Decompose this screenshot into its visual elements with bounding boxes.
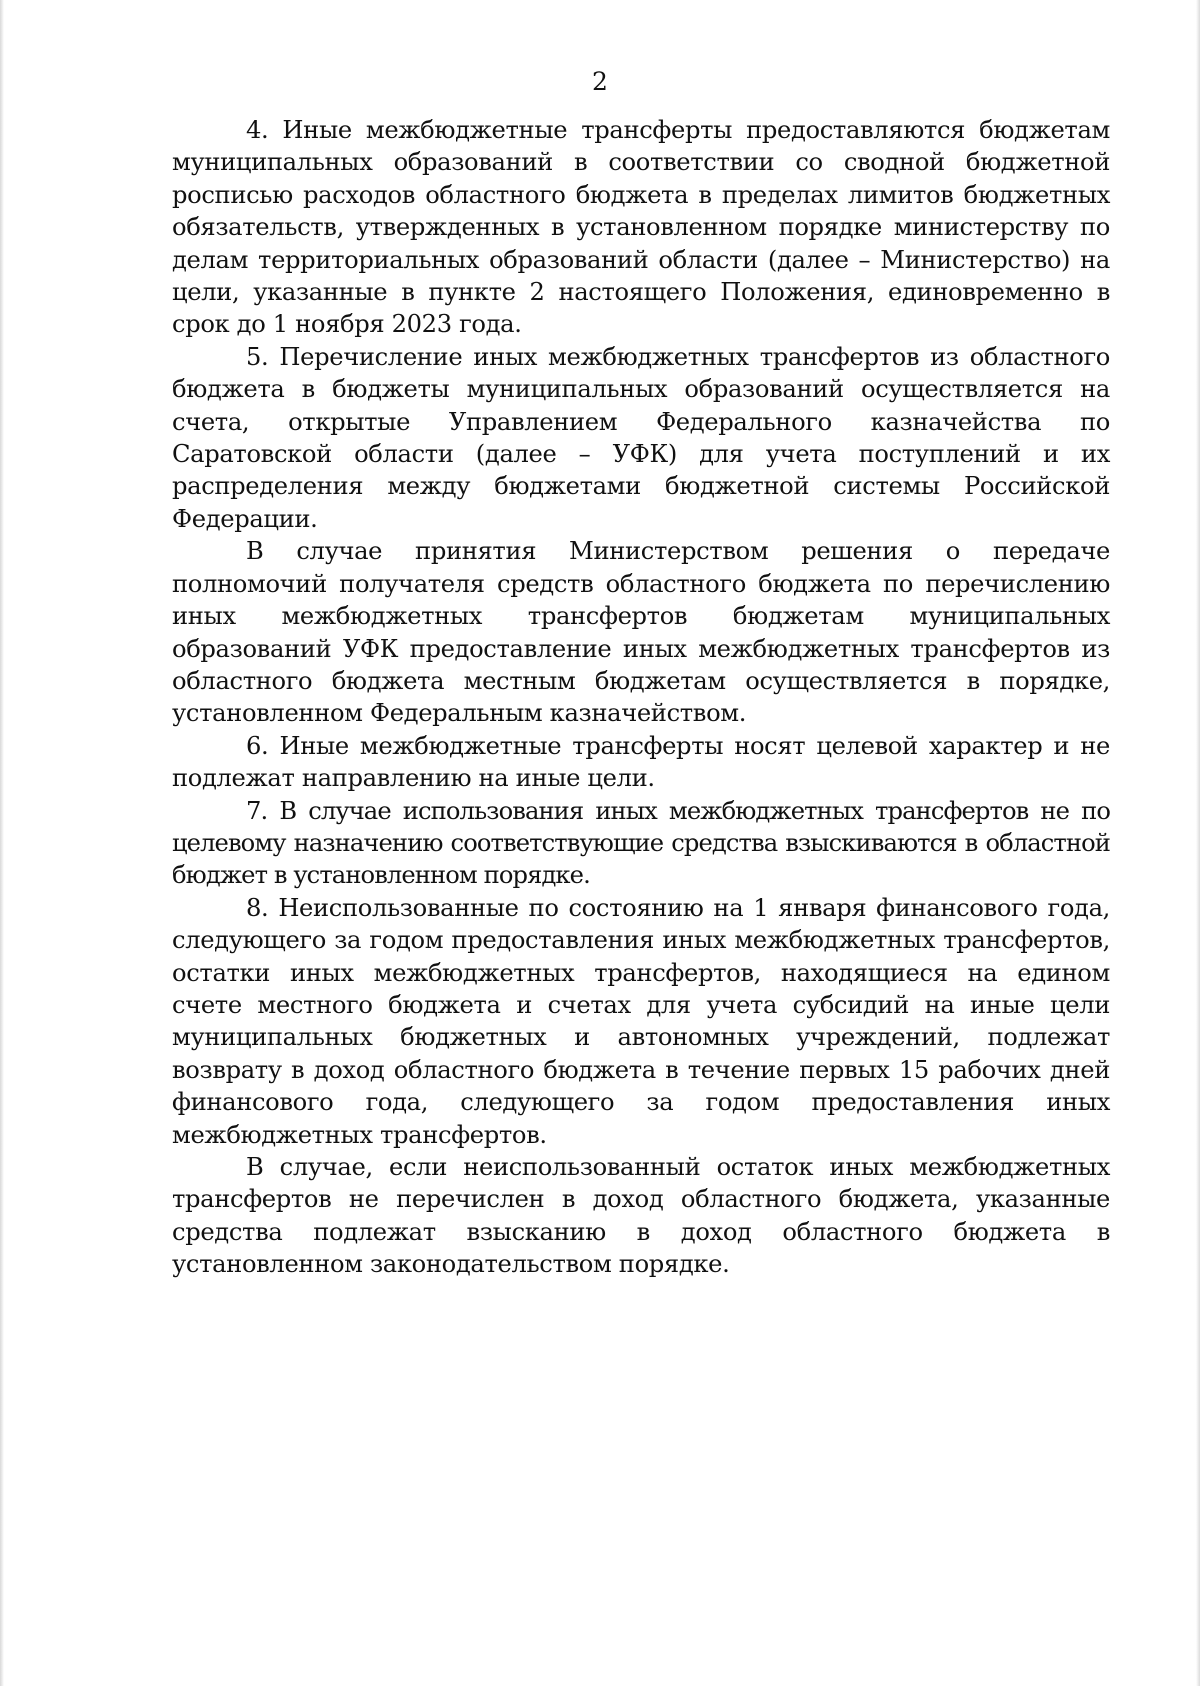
paragraph-7: 7. В случае использования иных межбюджетных трансфертов не по целевому назначению соответствующие средства взыскиваются в областной бюджет в установленном порядке. [172, 796, 1110, 890]
paragraph-6: 6. Иные межбюджетные трансферты носят целевой характер и не подлежат направлению на иные цели. [172, 731, 1110, 793]
page-number: 2 [592, 67, 608, 96]
paragraph-8-continuation: В случае, если неиспользованный остаток иных межбюджетных трансфертов не перечислен в доход областного бюджета, указанные средства подлежат взысканию в доход областного бюджета в установленном законодательством порядке. [172, 1153, 1110, 1279]
document-body [172, 114, 1110, 1281]
paragraph-5-continuation: В случае принятия Министерством решения о передаче полномочий получателя средств областного бюджета по перечислению иных межбюджетных трансфертов бюджетам муниципальных образований УФК предоставление иных межбюджетных трансфертов из областного бюджета местным бюджетам осуществляется в порядке, установленном Федеральным казначейством. [172, 537, 1110, 728]
scan-edge-left [0, 0, 4, 1686]
paragraph-8: 8. Неиспользованные по состоянию на 1 января финансового года, следующего за годом предоставления иных межбюджетных трансфертов, остатки иных межбюджетных трансфертов, находящиеся на едином счете местного бюджета и счетах для учета субсидий на иные цели муниципальных бюджетных и автономных учреждений, подлежат возврату в доход областного бюджета в течение первых 15 рабочих дней финансового года, следующего за годом предоставления иных межбюджетных трансфертов. [172, 893, 1110, 1149]
paragraph-4: 4. Иные межбюджетные трансферты предоставляются бюджетам муниципальных образований в соответствии со сводной бюджетной росписью расходов областного бюджета в пределах лимитов бюджетных обязательств, утвержденных в установленном порядке министерству по делам территориальных образований области (далее – Министерство) на цели, указанные в пункте 2 настоящего Положения, единовременно в срок до 1 ноября 2023 года. [172, 116, 1110, 339]
scan-edge-right [1196, 0, 1200, 1686]
paragraph-5: 5. Перечисление иных межбюджетных трансфертов из областного бюджета в бюджеты муниципальных образований осуществляется на счета, открытые Управлением Федерального казначейства по Саратовской области (далее – УФК) для учета поступлений и их распределения между бюджетами бюджетной системы Российской Федерации. [172, 342, 1110, 533]
